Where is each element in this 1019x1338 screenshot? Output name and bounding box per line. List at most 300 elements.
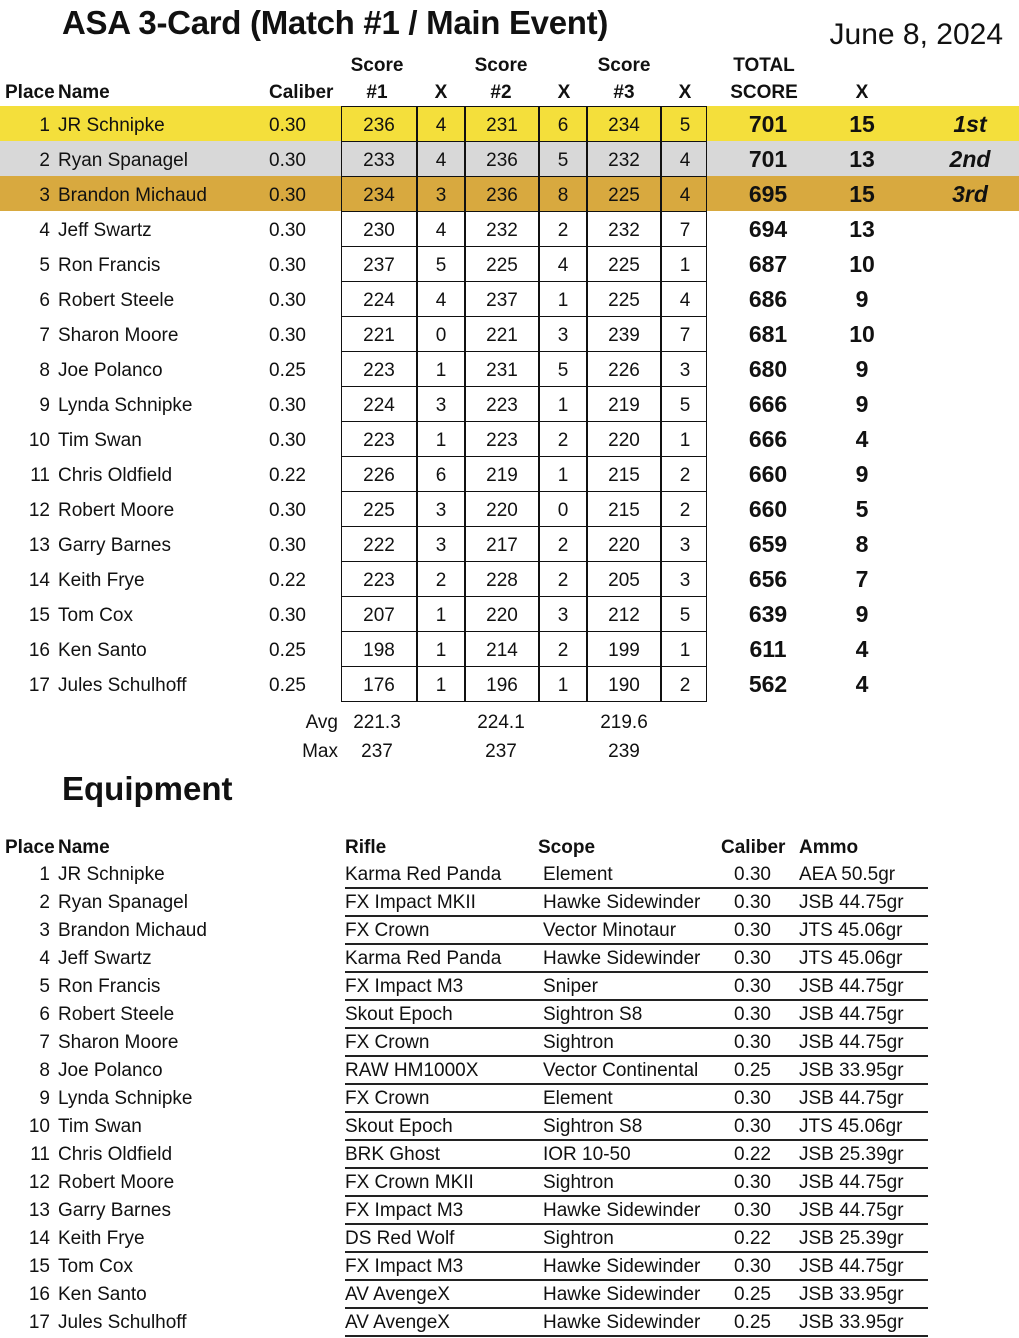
list-item: [0, 1309, 1019, 1337]
scope-cell: Sightron: [543, 1172, 614, 1193]
header-total-top: TOTAL: [733, 55, 795, 76]
place-cell: 17: [28, 675, 50, 696]
list-item: [0, 1225, 1019, 1253]
scope-cell: Element: [543, 1088, 613, 1109]
rank-cell: [930, 666, 1010, 701]
total-score-cell: 660: [748, 461, 788, 487]
name-cell: Joe Polanco: [58, 360, 163, 381]
score3-cell: 215: [608, 465, 640, 486]
x2-cell: 3: [557, 325, 569, 346]
ammo-cell: JTS 45.06gr: [799, 948, 903, 969]
score3-cell: 205: [608, 570, 640, 591]
place-cell: 10: [28, 430, 50, 451]
total-score-cell: 562: [748, 671, 788, 697]
name-cell: JR Schnipke: [58, 864, 165, 885]
ammo-cell: JSB 33.95gr: [799, 1312, 904, 1333]
name-cell: Ken Santo: [58, 640, 147, 661]
caliber-cell: 0.30: [269, 430, 306, 451]
max-label: Max: [302, 741, 338, 762]
caliber-cell: 0.25: [734, 1312, 771, 1333]
place-cell: 2: [39, 892, 50, 913]
place-cell: 14: [28, 570, 50, 591]
name-cell: Tom Cox: [58, 605, 133, 626]
x3-cell: 2: [679, 675, 691, 696]
score3-cell: 225: [608, 290, 640, 311]
rifle-cell: FX Crown: [345, 1032, 430, 1053]
header-score3-bottom: #3: [613, 82, 635, 103]
name-cell: Ron Francis: [58, 255, 161, 276]
x2-cell: 8: [557, 185, 569, 206]
x1-cell: 1: [435, 360, 447, 381]
score1-cell: 230: [363, 220, 395, 241]
rifle-cell: FX Impact M3: [345, 1256, 464, 1277]
x2-cell: 1: [557, 465, 569, 486]
place-cell: 6: [39, 1004, 50, 1025]
score2-cell: 225: [486, 255, 518, 276]
rank-cell: [930, 351, 1010, 386]
score1-cell: 224: [363, 290, 395, 311]
eq-header-name: Name: [58, 837, 110, 858]
score1-cell: 223: [363, 430, 395, 451]
eq-header-rifle: Rifle: [345, 837, 387, 858]
name-cell: Robert Moore: [58, 1172, 175, 1193]
score2-cell: 236: [486, 150, 518, 171]
rifle-cell: DS Red Wolf: [345, 1228, 455, 1249]
x3-cell: 5: [679, 395, 691, 416]
max-score3: 239: [608, 741, 640, 762]
total-x-cell: 4: [855, 636, 869, 662]
x3-cell: 1: [679, 255, 691, 276]
rank-cell: [930, 456, 1010, 491]
total-score-cell: 659: [748, 531, 788, 557]
x1-cell: 1: [435, 640, 447, 661]
total-x-cell: 13: [849, 146, 875, 172]
place-cell: 5: [39, 976, 50, 997]
x1-cell: 4: [435, 150, 447, 171]
eq-header-caliber: Caliber: [721, 837, 786, 858]
scope-cell: Hawke Sidewinder: [543, 1284, 701, 1305]
total-x-cell: 9: [855, 391, 869, 417]
rank-cell: [930, 281, 1010, 316]
score1-cell: 234: [363, 185, 395, 206]
caliber-cell: 0.30: [734, 1088, 771, 1109]
total-score-cell: 656: [748, 566, 788, 592]
score3-cell: 190: [608, 675, 640, 696]
score1-cell: 225: [363, 500, 395, 521]
total-score-cell: 666: [748, 426, 788, 452]
x3-cell: 3: [679, 570, 691, 591]
score2-cell: 231: [486, 360, 518, 381]
name-cell: Robert Steele: [58, 1004, 175, 1025]
place-cell: 16: [28, 640, 50, 661]
caliber-cell: 0.30: [734, 1200, 771, 1221]
ammo-cell: JSB 44.75gr: [799, 892, 904, 913]
place-cell: 5: [39, 255, 50, 276]
score3-cell: 199: [608, 640, 640, 661]
scope-cell: Element: [543, 864, 613, 885]
caliber-cell: 0.30: [734, 920, 771, 941]
place-cell: 15: [28, 605, 50, 626]
x2-cell: 6: [557, 115, 569, 136]
total-score-cell: 680: [748, 356, 788, 382]
x1-cell: 5: [435, 255, 447, 276]
x1-cell: 3: [435, 535, 447, 556]
caliber-cell: 0.30: [269, 255, 306, 276]
rank-cell: [930, 421, 1010, 456]
total-x-cell: 13: [849, 216, 875, 242]
score3-cell: 226: [608, 360, 640, 381]
name-cell: Garry Barnes: [58, 1200, 171, 1221]
place-cell: 9: [39, 395, 50, 416]
place-cell: 3: [39, 185, 50, 206]
total-score-cell: 639: [748, 601, 788, 627]
header-score1-bottom: #1: [366, 82, 388, 103]
score3-cell: 219: [608, 395, 640, 416]
list-item: [0, 917, 1019, 945]
total-score-cell: 701: [748, 111, 788, 137]
ammo-cell: JSB 25.39gr: [799, 1144, 904, 1165]
list-item: [0, 1197, 1019, 1225]
score1-cell: 223: [363, 570, 395, 591]
total-score-cell: 660: [748, 496, 788, 522]
header-caliber: Caliber: [269, 82, 334, 103]
total-x-cell: 9: [855, 286, 869, 312]
rank-cell: [930, 631, 1010, 666]
score2-cell: 196: [486, 675, 518, 696]
place-cell: 13: [28, 1200, 50, 1221]
scope-cell: Hawke Sidewinder: [543, 1256, 701, 1277]
ammo-cell: JSB 44.75gr: [799, 1172, 904, 1193]
rifle-cell: FX Impact MKII: [345, 892, 476, 913]
list-item: [0, 1085, 1019, 1113]
rifle-cell: FX Crown: [345, 1088, 430, 1109]
x1-cell: 3: [435, 500, 447, 521]
caliber-cell: 0.30: [734, 1004, 771, 1025]
eq-header-scope: Scope: [538, 837, 596, 858]
score3-cell: 225: [608, 185, 640, 206]
ammo-cell: JSB 44.75gr: [799, 1200, 904, 1221]
scope-cell: IOR 10-50: [543, 1144, 631, 1165]
list-item: [0, 1281, 1019, 1309]
name-cell: Lynda Schnipke: [58, 395, 193, 416]
total-x-cell: 8: [855, 531, 869, 557]
caliber-cell: 0.25: [734, 1060, 771, 1081]
place-cell: 8: [39, 1060, 50, 1081]
total-x-cell: 9: [855, 461, 869, 487]
ammo-cell: JSB 44.75gr: [799, 1256, 904, 1277]
caliber-cell: 0.22: [269, 570, 306, 591]
list-item: [0, 945, 1019, 973]
place-cell: 11: [30, 465, 50, 486]
score2-cell: 214: [486, 640, 518, 661]
name-cell: Chris Oldfield: [58, 465, 173, 486]
x1-cell: 2: [435, 570, 447, 591]
place-cell: 1: [39, 864, 50, 885]
name-cell: Jeff Swartz: [58, 948, 152, 969]
ammo-cell: JSB 33.95gr: [799, 1060, 904, 1081]
score2-cell: 220: [486, 605, 518, 626]
x1-cell: 1: [435, 675, 447, 696]
name-cell: Brandon Michaud: [58, 185, 207, 206]
x2-cell: 5: [557, 360, 569, 381]
score1-cell: 222: [363, 535, 395, 556]
ammo-cell: JSB 25.39gr: [799, 1228, 904, 1249]
header-x2: X: [557, 82, 571, 103]
event-date: June 8, 2024: [829, 18, 1003, 51]
x1-cell: 0: [435, 325, 447, 346]
name-cell: Sharon Moore: [58, 325, 179, 346]
score2-cell: 217: [486, 535, 518, 556]
rank-cell: [930, 526, 1010, 561]
name-cell: Keith Frye: [58, 1228, 145, 1249]
place-cell: 8: [39, 360, 50, 381]
scope-cell: Hawke Sidewinder: [543, 948, 701, 969]
name-cell: Jules Schulhoff: [58, 675, 187, 696]
score2-cell: 221: [486, 325, 518, 346]
avg-label: Avg: [305, 712, 338, 733]
scope-cell: Sightron: [543, 1228, 614, 1249]
name-cell: Robert Moore: [58, 500, 175, 521]
x1-cell: 1: [435, 430, 447, 451]
list-item: [0, 1253, 1019, 1281]
x2-cell: 3: [557, 605, 569, 626]
score1-cell: 221: [363, 325, 395, 346]
total-score-cell: 681: [748, 321, 788, 347]
name-cell: JR Schnipke: [58, 115, 165, 136]
name-cell: Chris Oldfield: [58, 1144, 173, 1165]
avg-score1: 221.3: [353, 712, 401, 733]
name-cell: Garry Barnes: [58, 535, 171, 556]
ammo-cell: AEA 50.5gr: [799, 864, 896, 885]
score1-cell: 223: [363, 360, 395, 381]
scope-cell: Hawke Sidewinder: [543, 892, 701, 913]
total-x-cell: 5: [855, 496, 869, 522]
list-item: [0, 1169, 1019, 1197]
total-x-cell: 7: [855, 566, 869, 592]
x2-cell: 2: [557, 430, 569, 451]
scope-cell: Sightron S8: [543, 1116, 643, 1137]
x3-cell: 5: [679, 115, 691, 136]
place-cell: 4: [39, 948, 50, 969]
rifle-cell: RAW HM1000X: [345, 1060, 479, 1081]
caliber-cell: 0.30: [269, 220, 306, 241]
score2-cell: 219: [486, 465, 518, 486]
equipment-title: Equipment: [62, 770, 233, 807]
total-x-cell: 15: [849, 181, 875, 207]
scope-cell: Hawke Sidewinder: [543, 1312, 701, 1333]
caliber-cell: 0.30: [734, 1172, 771, 1193]
rifle-cell: AV AvengeX: [345, 1284, 450, 1305]
avg-score2: 224.1: [477, 712, 525, 733]
score2-cell: 236: [486, 185, 518, 206]
max-score2: 237: [485, 741, 517, 762]
total-x-cell: 4: [855, 671, 869, 697]
x2-cell: 2: [557, 570, 569, 591]
scope-cell: Vector Minotaur: [543, 920, 677, 941]
score3-cell: 239: [608, 325, 640, 346]
x3-cell: 7: [679, 325, 691, 346]
name-cell: Ron Francis: [58, 976, 161, 997]
caliber-cell: 0.25: [269, 675, 306, 696]
name-cell: Ken Santo: [58, 1284, 147, 1305]
caliber-cell: 0.30: [269, 500, 306, 521]
rifle-cell: Karma Red Panda: [345, 864, 502, 885]
place-cell: 9: [39, 1088, 50, 1109]
score1-cell: 233: [363, 150, 395, 171]
score2-cell: 231: [486, 115, 518, 136]
max-score1: 237: [361, 741, 393, 762]
name-cell: Lynda Schnipke: [58, 1088, 193, 1109]
x3-cell: 2: [679, 500, 691, 521]
caliber-cell: 0.30: [269, 290, 306, 311]
place-cell: 13: [28, 535, 50, 556]
place-cell: 6: [39, 290, 50, 311]
total-score-cell: 611: [749, 636, 787, 662]
caliber-cell: 0.30: [734, 892, 771, 913]
rank-cell: [930, 316, 1010, 351]
caliber-cell: 0.30: [734, 1032, 771, 1053]
caliber-cell: 0.30: [734, 864, 771, 885]
total-score-cell: 666: [748, 391, 788, 417]
score1-cell: 198: [363, 640, 395, 661]
rank-cell: [930, 211, 1010, 246]
score2-cell: 228: [486, 570, 518, 591]
rifle-cell: AV AvengeX: [345, 1312, 450, 1333]
place-cell: 4: [39, 220, 50, 241]
name-cell: Tim Swan: [58, 1116, 142, 1137]
score1-cell: 237: [363, 255, 395, 276]
place-cell: 7: [39, 1032, 50, 1053]
caliber-cell: 0.30: [734, 976, 771, 997]
x2-cell: 2: [557, 535, 569, 556]
rifle-cell: Skout Epoch: [345, 1116, 453, 1137]
caliber-cell: 0.30: [269, 185, 306, 206]
caliber-cell: 0.30: [734, 948, 771, 969]
name-cell: Tim Swan: [58, 430, 142, 451]
place-cell: 16: [28, 1284, 50, 1305]
rank-cell: 3rd: [952, 181, 988, 207]
list-item: [0, 1001, 1019, 1029]
x3-cell: 4: [679, 290, 691, 311]
rank-cell: [930, 491, 1010, 526]
score2-cell: 220: [486, 500, 518, 521]
x3-cell: 5: [679, 605, 691, 626]
place-cell: 3: [39, 920, 50, 941]
score2-cell: 223: [486, 395, 518, 416]
eq-header-place: Place: [5, 837, 55, 858]
ammo-cell: JSB 33.95gr: [799, 1284, 904, 1305]
caliber-cell: 0.25: [269, 640, 306, 661]
rifle-cell: FX Impact M3: [345, 976, 464, 997]
total-x-cell: 15: [849, 111, 875, 137]
header-total-x: X: [855, 82, 869, 103]
name-cell: Joe Polanco: [58, 1060, 163, 1081]
list-item: [0, 973, 1019, 1001]
place-cell: 17: [28, 1312, 50, 1333]
score2-cell: 237: [486, 290, 518, 311]
list-item: [0, 1057, 1019, 1085]
place-cell: 15: [28, 1256, 50, 1277]
total-score-cell: 694: [748, 216, 788, 242]
x1-cell: 6: [435, 465, 447, 486]
ammo-cell: JTS 45.06gr: [799, 1116, 903, 1137]
x3-cell: 1: [679, 640, 691, 661]
header-x1: X: [434, 82, 448, 103]
total-x-cell: 9: [855, 601, 869, 627]
x3-cell: 4: [679, 150, 691, 171]
x1-cell: 4: [435, 115, 447, 136]
ammo-cell: JSB 44.75gr: [799, 1088, 904, 1109]
scope-cell: Sightron: [543, 1032, 614, 1053]
name-cell: Robert Steele: [58, 290, 175, 311]
x1-cell: 1: [435, 605, 447, 626]
total-x-cell: 10: [849, 251, 875, 277]
caliber-cell: 0.30: [269, 605, 306, 626]
score1-cell: 176: [363, 675, 395, 696]
caliber-cell: 0.25: [269, 360, 306, 381]
x3-cell: 2: [679, 465, 691, 486]
score3-cell: 220: [608, 535, 640, 556]
place-cell: 12: [28, 500, 50, 521]
score1-cell: 236: [363, 115, 395, 136]
caliber-cell: 0.22: [269, 465, 306, 486]
rifle-cell: FX Crown: [345, 920, 430, 941]
x2-cell: 4: [557, 255, 569, 276]
rank-cell: [930, 561, 1010, 596]
header-x3: X: [678, 82, 692, 103]
x1-cell: 4: [435, 290, 447, 311]
name-cell: Keith Frye: [58, 570, 145, 591]
place-cell: 10: [28, 1116, 50, 1137]
name-cell: Sharon Moore: [58, 1032, 179, 1053]
list-item: [0, 1141, 1019, 1169]
score3-cell: 215: [608, 500, 640, 521]
x2-cell: 2: [557, 220, 569, 241]
caliber-cell: 0.30: [734, 1256, 771, 1277]
name-cell: Jeff Swartz: [58, 220, 152, 241]
total-score-cell: 686: [748, 286, 788, 312]
score1-cell: 224: [363, 395, 395, 416]
ammo-cell: JSB 44.75gr: [799, 1032, 904, 1053]
rifle-cell: Karma Red Panda: [345, 948, 502, 969]
name-cell: Ryan Spanagel: [58, 892, 188, 913]
score2-cell: 223: [486, 430, 518, 451]
caliber-cell: 0.30: [269, 150, 306, 171]
page-title: ASA 3-Card (Match #1 / Main Event): [62, 4, 609, 41]
header-score1-top: Score: [350, 55, 404, 76]
caliber-cell: 0.30: [269, 325, 306, 346]
total-score-cell: 687: [748, 251, 788, 277]
score1-cell: 207: [363, 605, 395, 626]
score3-cell: 212: [608, 605, 640, 626]
ammo-cell: JSB 44.75gr: [799, 976, 904, 997]
scope-cell: Sightron S8: [543, 1004, 643, 1025]
score2-cell: 232: [486, 220, 518, 241]
x3-cell: 4: [679, 185, 691, 206]
caliber-cell: 0.30: [269, 115, 306, 136]
rank-cell: [930, 386, 1010, 421]
x2-cell: 0: [557, 500, 569, 521]
x3-cell: 7: [679, 220, 691, 241]
eq-header-ammo: Ammo: [799, 837, 859, 858]
x2-cell: 2: [557, 640, 569, 661]
rank-cell: [930, 246, 1010, 281]
header-total-bottom: SCORE: [730, 82, 798, 103]
score3-cell: 234: [608, 115, 640, 136]
place-cell: 7: [39, 325, 50, 346]
list-item: [0, 1029, 1019, 1057]
header-score2-bottom: #2: [490, 82, 512, 103]
